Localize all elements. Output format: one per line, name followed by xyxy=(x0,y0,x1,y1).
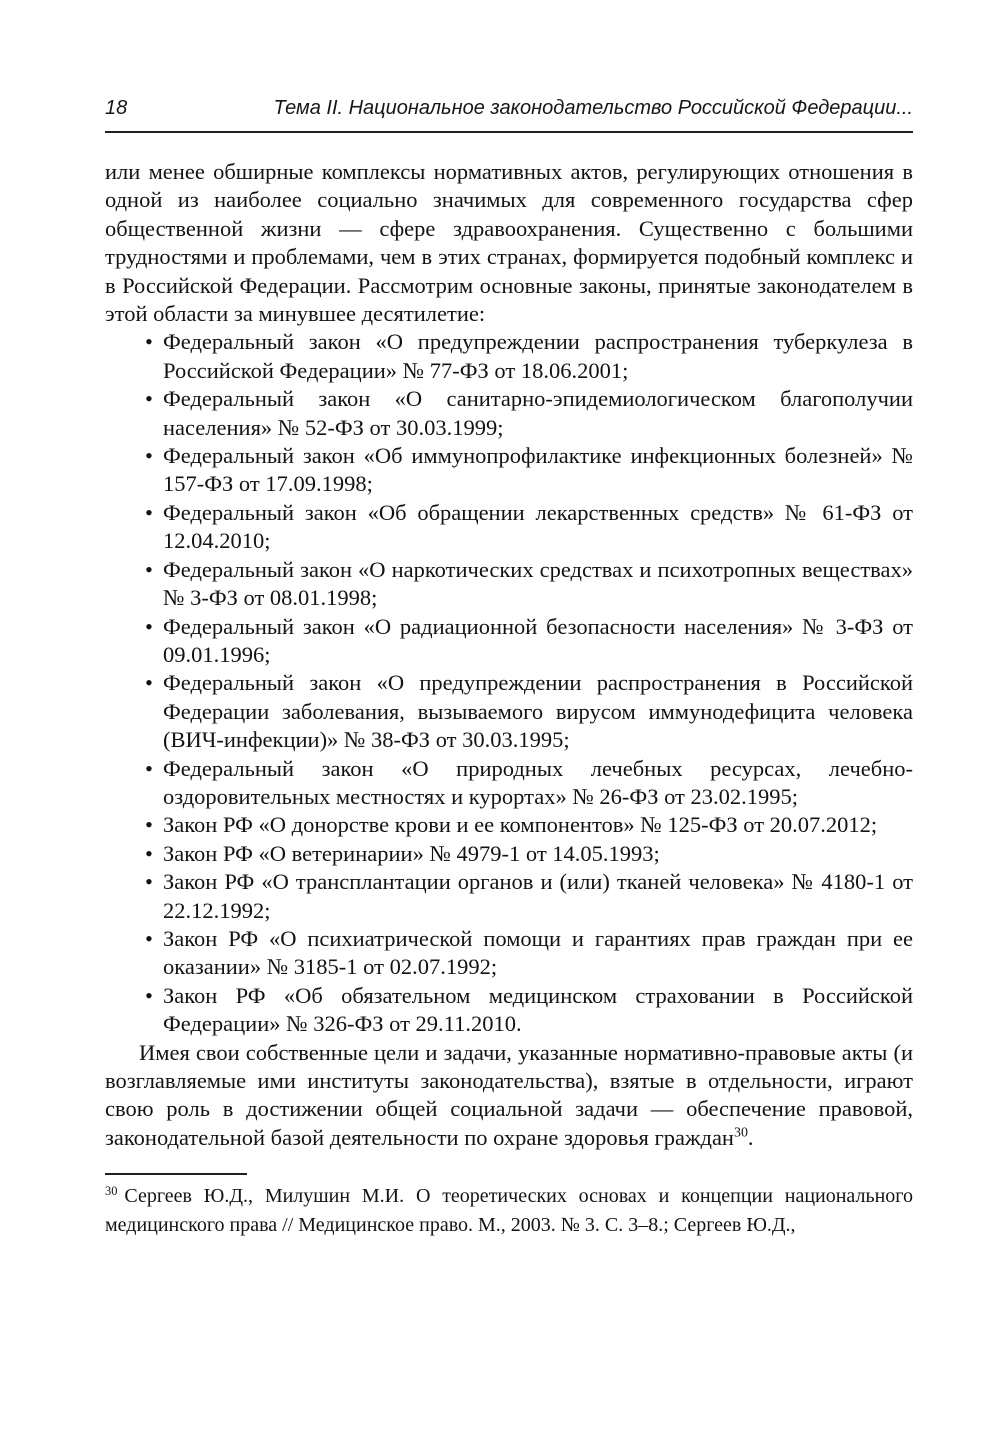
intro-paragraph: или менее обширные комплексы нормативных актов, регулирующих отношения в одной из наиболее социально значимых для современного государства сфер общественной жизни — сфере здравоохранения. Существенно с большими трудностями и проблемами, чем в этих странах, формируется подобный комплекс и в Российской Федерации. Рассмотрим основные законы, принятые законодателем в этой области за минувшее десятилетие: xyxy=(105,159,913,327)
law-item: • Федеральный закон «О санитарно-эпидемиологическом благополучии населения» № 52-ФЗ от 30.03.1999; xyxy=(163,385,913,442)
running-title: Тема II. Национальное законодательство Российской Федерации... xyxy=(273,97,913,119)
law-item: • Федеральный закон «Об обращении лекарственных средств» № 61-ФЗ от 12.04.2010; xyxy=(163,499,913,556)
laws-list xyxy=(105,328,913,1038)
footnote-text: Сергеев Ю.Д., Милушин М.И. О теоретических основах и концепции национального медицинского права // Медицинское право. М., 2003. № 3. С. 3–8.; Сергеев Ю.Д., xyxy=(105,1185,913,1237)
page-body xyxy=(105,158,913,1152)
law-item: • Федеральный закон «О предупреждении распространения туберкулеза в Российской Федерации» № 77-ФЗ от 18.06.2001; xyxy=(163,328,913,385)
law-item: • Федеральный закон «О предупреждении распространения в Российской Федерации заболевания, вызываемого вирусом иммунодефицита человека (ВИЧ-инфекции)» № 38-ФЗ от 30.03.1995; xyxy=(163,669,913,754)
closing-period: . xyxy=(747,1124,754,1150)
law-item: • Федеральный закон «О радиационной безопасности населения» № 3-ФЗ от 09.01.1996; xyxy=(163,613,913,670)
footnote xyxy=(105,1182,913,1240)
footnote-rule xyxy=(105,1173,247,1175)
law-item: • Закон РФ «О трансплантации органов и (или) тканей человека» № 4180-1 от 22.12.1992; xyxy=(163,868,913,925)
law-item: • Закон РФ «О донорстве крови и ее компонентов» № 125-ФЗ от 20.07.2012; xyxy=(163,811,913,839)
page-header xyxy=(105,96,913,120)
law-item: • Федеральный закон «О наркотических средствах и психотропных веществах» № 3-ФЗ от 08.01.1998; xyxy=(163,556,913,613)
footnote-marker: 30 xyxy=(105,1183,118,1198)
closing-paragraph-text: Имея свои собственные цели и задачи, указанные нормативно-правовые акты (и возглавляемые ими институты законодательства), взятые в отдельности, играют свою роль в достижении общей социальной задачи — обеспечение правовой, законодательной базой деятельности по охране здоровья граждан xyxy=(105,1039,913,1150)
closing-paragraph xyxy=(105,1039,913,1153)
footnote-area xyxy=(105,1173,913,1240)
law-item: • Закон РФ «О ветеринарии» № 4979-1 от 14.05.1993; xyxy=(163,840,913,868)
law-item: • Федеральный закон «О природных лечебных ресурсах, лечебно-оздоровительных местностях и курортах» № 26-ФЗ от 23.02.1995; xyxy=(163,755,913,812)
page-number: 18 xyxy=(105,97,128,119)
law-item: • Закон РФ «О психиатрической помощи и гарантиях прав граждан при ее оказании» № 3185-1 от 02.07.1992; xyxy=(163,925,913,982)
law-item: • Федеральный закон «Об иммунопрофилактике инфекционных болезней» № 157-ФЗ от 17.09.1998; xyxy=(163,442,913,499)
header-rule xyxy=(105,131,913,133)
footnote-reference: 30 xyxy=(733,1125,748,1141)
law-item: • Закон РФ «Об обязательном медицинском страховании в Российской Федерации» № 326-ФЗ от 29.11.2010. xyxy=(163,982,913,1039)
